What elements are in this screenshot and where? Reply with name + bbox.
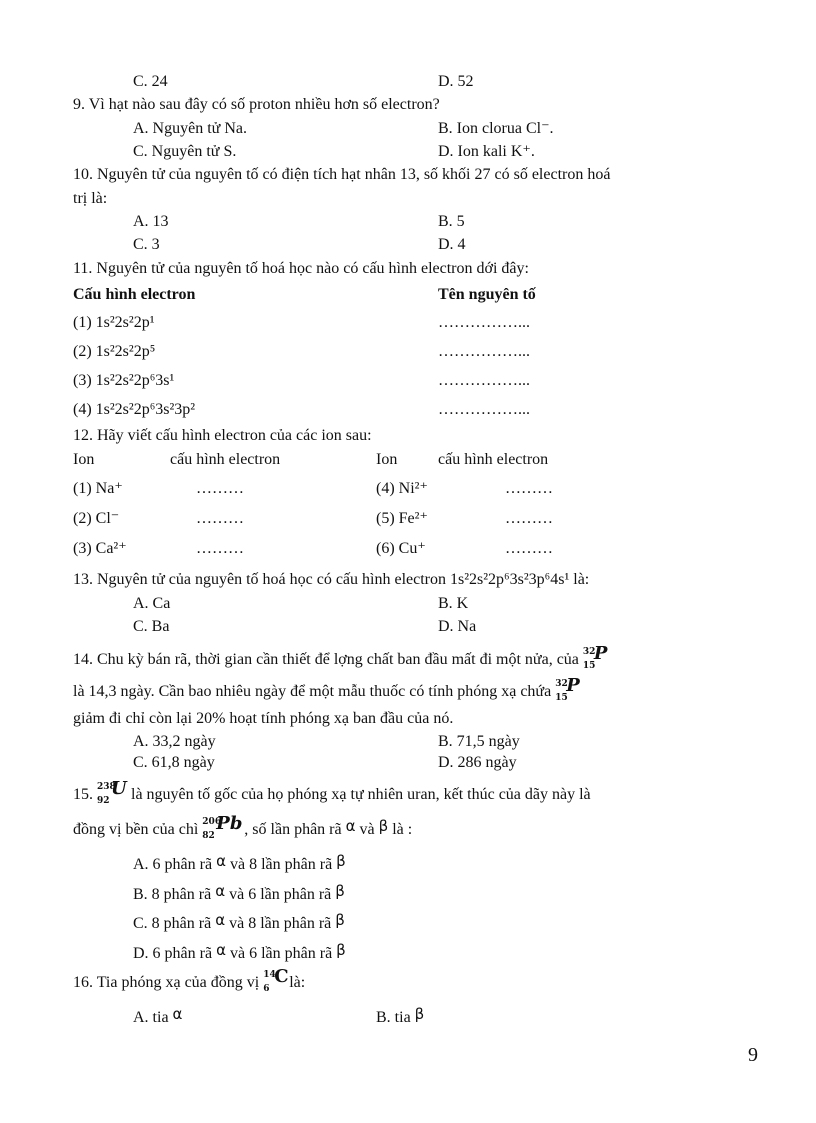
q12-header-config-right: cấu hình electron [438,451,549,468]
q15-option-a: A. 6 phân rã α và 8 lần phân rã β [133,852,346,873]
lead-206-nuclide: 206 82 Pb [202,813,243,841]
beta-symbol: β [414,1005,425,1023]
q12-header-ion-left: Ion [73,451,95,468]
alpha-symbol: α [215,882,226,900]
uranium-238-nuclide: 238 92 U [97,778,127,806]
q12-header-config-left: cấu hình electron [170,451,281,468]
q16-text-a: 16. Tia phóng xạ của đồng vị [73,974,260,991]
beta-symbol: β [336,941,346,959]
q11-question: 11. Nguyên tử của nguyên tố hoá học nào có cấu hình electron dới đây: [73,260,529,277]
q12-ion-6-blank: ……… [505,540,553,557]
q11-row-4-config: (4) 1s²2s²2p⁶3s²3p² [73,401,196,418]
q9-option-a: A. Nguyên tử Na. [133,120,247,137]
q12-header-ion-right: Ion [376,451,398,468]
q15-option-b: B. 8 phân rã α và 6 lần phân rã β [133,882,345,903]
q14-option-b: B. 71,5 ngày [438,733,520,750]
q10-option-d: D. 4 [438,236,466,253]
q14-question-line3: giảm đi chỉ còn lại 20% hoạt tính phóng xạ ban đầu của nó. [73,710,454,727]
q11-row-4-blank: ……………... [438,401,530,418]
q11-row-3-blank: ……………... [438,372,530,389]
q16-option-b: B. tia β [376,1005,425,1026]
q9-option-c: C. Nguyên tử S. [133,143,237,160]
q14-question-line2 [73,675,580,703]
q16-question [73,966,306,994]
q8-option-d: D. 52 [438,73,474,90]
q15-number: 15. [73,786,93,803]
q13-question: 13. Nguyên tử của nguyên tố hoá học có cấu hình electron 1s²2s²2p⁶3s²3p⁶4s¹ là: [73,571,590,588]
q11-row-1-blank: ……………... [438,314,530,331]
beta-symbol: β [335,882,345,900]
beta-symbol: β [335,911,345,929]
q15-text-1: là nguyên tố gốc của họ phóng xạ tự nhiên uran, kết thúc của dãy này là [131,786,591,803]
q10-option-b: B. 5 [438,213,465,230]
q15-question-line1 [73,778,591,806]
q12-question: 12. Hãy viết cấu hình electron của các ion sau: [73,427,372,444]
q11-row-2-config: (2) 1s²2s²2p⁵ [73,343,156,360]
q12-ion-5-blank: ……… [505,510,553,527]
q14-option-a: A. 33,2 ngày [133,733,216,750]
alpha-symbol: α [345,817,356,835]
q12-ion-6: (6) Cu⁺ [376,540,426,557]
q11-row-1-config: (1) 1s²2s²2p¹ [73,314,155,331]
q12-ion-4: (4) Ni²⁺ [376,480,428,497]
q15-option-c: C. 8 phân rã α và 8 lần phân rã β [133,911,345,932]
q11-header-config: Cấu hình electron [73,286,196,303]
q11-header-element: Tên nguyên tố [438,286,536,303]
q15-option-d: D. 6 phân rã α và 6 lần phân rã β [133,941,346,962]
q11-row-2-blank: ……………... [438,343,530,360]
q14-question-line1 [73,643,608,671]
alpha-symbol: α [172,1005,183,1023]
q9-option-d: D. Ion kali K⁺. [438,143,535,160]
q9-option-b: B. Ion clorua Cl⁻. [438,120,554,137]
alpha-symbol: α [216,941,226,959]
q15-text-2a: đồng vị bền của chì [73,821,199,838]
q13-option-b: B. K [438,595,469,612]
q14-text-1: 14. Chu kỳ bán rã, thời gian cần thiết để lợng chất ban đầu mất đi một nửa, của [73,651,579,668]
q15-text-2b: , số lần phân rã [244,821,342,838]
q12-ion-5: (5) Fe²⁺ [376,510,428,527]
q12-ion-2-blank: ……… [196,510,244,527]
alpha-symbol: α [216,852,226,870]
q10-question-line1: 10. Nguyên tử của nguyên tố có điện tích hạt nhân 13, số khối 27 có số electron hoá [73,166,611,183]
alpha-symbol: α [215,911,226,929]
phosphorus-32-nuclide: 32 15 P [582,643,608,671]
q12-ion-1-blank: ……… [196,480,244,497]
q15-text-2c: là : [392,821,413,838]
carbon-14-nuclide: 14 6 C [263,966,289,994]
q14-option-c: C. 61,8 ngày [133,754,215,771]
q12-ion-4-blank: ……… [505,480,553,497]
q13-option-d: D. Na [438,618,477,635]
q13-option-c: C. Ba [133,618,170,635]
q14-text-2: là 14,3 ngày. Cần bao nhiêu ngày để một mẫu thuốc có tính phóng xạ chứa [73,683,552,700]
q10-option-a: A. 13 [133,213,169,230]
q12-ion-3-blank: ……… [196,540,244,557]
phosphorus-32-nuclide-2: 32 15 P [555,675,580,703]
q16-option-a: A. tia α [133,1005,183,1026]
q10-question-line2: trị là: [73,190,108,207]
q15-question-line2 [73,813,413,841]
q12-ion-1: (1) Na⁺ [73,480,123,497]
beta-symbol: β [336,852,346,870]
q15-and: và [359,821,375,838]
q8-option-c: C. 24 [133,73,168,90]
q9-question: 9. Vì hạt nào sau đây có số proton nhiều hơn số electron? [73,96,440,113]
q12-ion-2: (2) Cl⁻ [73,510,120,527]
page-number: 9 [748,1044,758,1066]
q12-ion-3: (3) Ca²⁺ [73,540,127,557]
q13-option-a: A. Ca [133,595,171,612]
q16-text-b: là: [289,974,306,991]
q14-option-d: D. 286 ngày [438,754,517,771]
q10-option-c: C. 3 [133,236,160,253]
q11-row-3-config: (3) 1s²2s²2p⁶3s¹ [73,372,175,389]
beta-symbol: β [378,817,389,835]
